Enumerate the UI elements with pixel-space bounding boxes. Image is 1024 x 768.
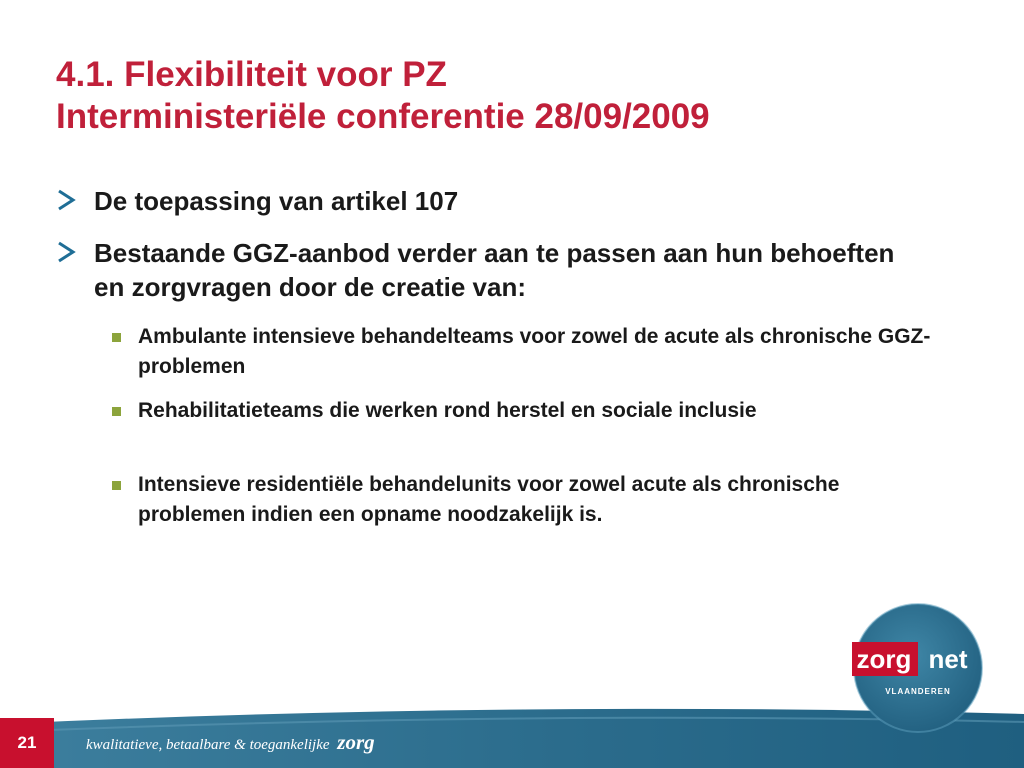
bullet-item-2 [94, 236, 924, 304]
square-bullet-icon [112, 407, 121, 416]
sub-bullet-item-2 [138, 396, 938, 426]
square-bullet-icon [112, 481, 121, 490]
logo-subtitle: VLAANDEREN [885, 687, 951, 696]
sub-bullet-item-3 [138, 470, 938, 530]
slide-title-line-1: 4.1. Flexibiliteit voor PZ [56, 55, 447, 94]
arrow-bullet-icon [56, 241, 76, 263]
sub-bullet-text-2: Rehabilitatieteams die werken rond herstel en sociale inclusie [138, 399, 757, 422]
slide-title [56, 54, 956, 138]
bullet-item-1 [94, 184, 924, 218]
bullet-text-2: Bestaande GGZ-aanbod verder aan te passen aan hun behoeften en zorgvragen door de creatie van: [94, 238, 895, 302]
bullet-text-1: De toepassing van artikel 107 [94, 186, 459, 216]
logo-zorg-text: zorg [856, 644, 912, 674]
sub-bullet-item-1 [138, 322, 938, 382]
sub-bullet-text-3: Intensieve residentiële behandelunits voor zowel acute als chronische problemen indien een opname noodzakelijk is. [138, 473, 840, 526]
zorgnet-logo [852, 602, 984, 734]
square-bullet-icon [112, 333, 121, 342]
sub-bullet-text-1: Ambulante intensieve behandelteams voor zowel de acute als chronische GGZ-problemen [138, 325, 931, 378]
slide-title-line-2: Interministeriële conferentie 28/09/2009 [56, 97, 710, 136]
footer-tagline [86, 730, 375, 755]
footer-tagline-text: kwalitatieve, betaalbare & toegankelijke [86, 737, 330, 753]
logo-net-text: net [928, 644, 968, 674]
page-number: 21 [0, 718, 54, 768]
footer-tagline-brand: zorg [337, 730, 375, 754]
arrow-bullet-icon [56, 189, 76, 211]
